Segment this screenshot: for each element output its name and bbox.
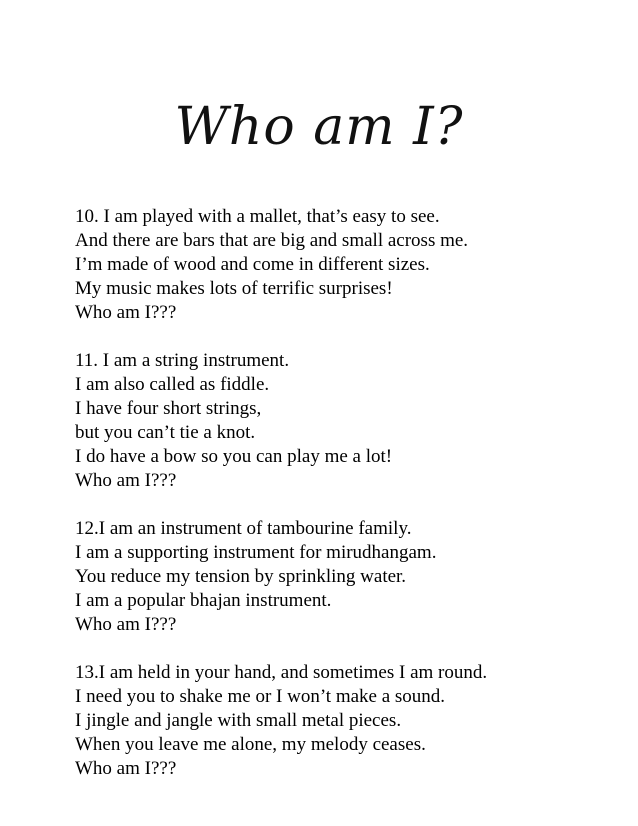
riddle-11 — [75, 349, 615, 493]
riddle-line: When you leave me alone, my melody ceases. — [75, 734, 426, 755]
riddle-line: 10. I am played with a mallet, that’s easy to see. — [75, 206, 440, 227]
riddle-line: I’m made of wood and come in different sizes. — [75, 254, 430, 275]
riddle-line: I jingle and jangle with small metal pieces. — [75, 710, 402, 731]
riddle-line: I have four short strings, — [75, 398, 262, 419]
riddle-question: Who am I??? — [75, 614, 177, 635]
riddle-line: but you can’t tie a knot. — [75, 422, 256, 443]
riddle-line: I am also called as fiddle. — [75, 374, 270, 395]
riddle-line: And there are bars that are big and small across me. — [75, 230, 469, 251]
riddle-12 — [75, 517, 615, 637]
riddle-line: 11. I am a string instrument. — [75, 350, 290, 371]
riddle-13 — [75, 661, 615, 781]
riddle-question: Who am I??? — [75, 302, 177, 323]
riddle-question: Who am I??? — [75, 758, 177, 779]
riddle-line: I need you to shake me or I won’t make a sound. — [75, 686, 446, 707]
riddle-line: I do have a bow so you can play me a lot! — [75, 446, 393, 467]
riddle-10 — [75, 205, 615, 325]
page-title: Who am I? — [174, 97, 464, 157]
riddle-line: You reduce my tension by sprinkling water. — [75, 566, 407, 587]
riddle-list — [75, 205, 615, 805]
riddle-line: I am a popular bhajan instrument. — [75, 590, 332, 611]
riddle-line: I am a supporting instrument for mirudhangam. — [75, 542, 437, 563]
riddle-line: My music makes lots of terrific surprises! — [75, 278, 393, 299]
riddle-line: 13.I am held in your hand, and sometimes I am round. — [75, 662, 488, 683]
riddle-line: 12.I am an instrument of tambourine family. — [75, 518, 412, 539]
riddle-question: Who am I??? — [75, 470, 177, 491]
